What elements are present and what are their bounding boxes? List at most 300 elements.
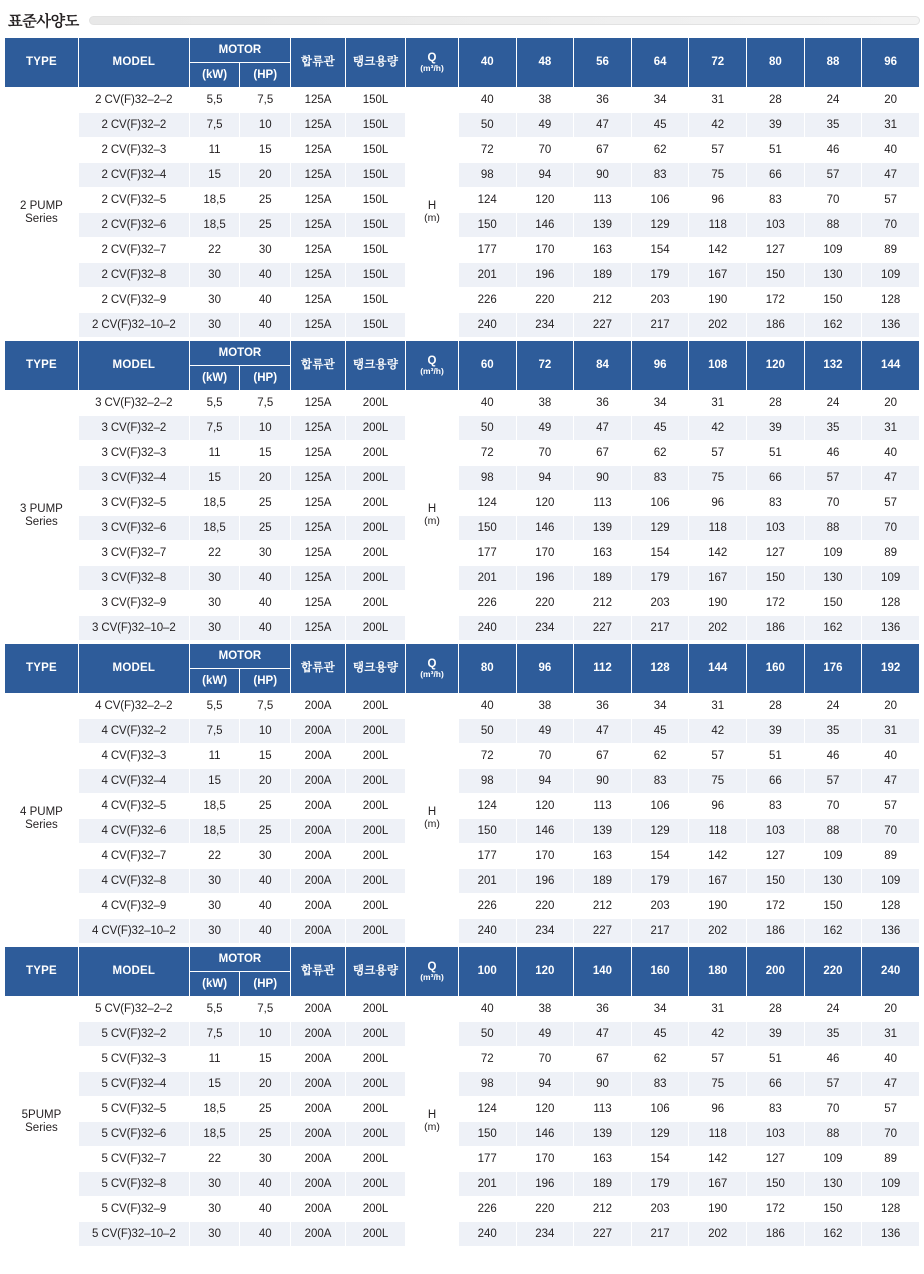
- head-value-cell: 150: [804, 894, 862, 919]
- head-value-cell: 49: [516, 416, 574, 441]
- pipe-cell: 125A: [291, 138, 346, 163]
- head-value-cell: 120: [516, 794, 574, 819]
- table-header-row: [5, 341, 920, 366]
- model-cell: 2 CV(F)32–4: [78, 163, 189, 188]
- motor-kw-cell: 30: [189, 1197, 240, 1222]
- table-row: [5, 819, 920, 844]
- spec-block: [0, 37, 924, 338]
- head-value-cell: 24: [804, 997, 862, 1022]
- flow-symbol: Q: [427, 51, 437, 64]
- table-row: [5, 744, 920, 769]
- column-header-type: TYPE: [5, 341, 79, 391]
- flow-value-header: 84: [574, 341, 632, 391]
- head-value-cell: 179: [631, 869, 689, 894]
- head-value-cell: 227: [574, 313, 632, 338]
- tank-cell: 200L: [345, 1047, 405, 1072]
- pipe-cell: 125A: [291, 163, 346, 188]
- column-header-tank: 탱크용량: [345, 341, 405, 391]
- head-value-cell: 150: [747, 1172, 805, 1197]
- pipe-cell: 200A: [291, 794, 346, 819]
- head-value-cell: 226: [458, 591, 516, 616]
- model-cell: 4 CV(F)32–2–2: [78, 694, 189, 719]
- head-value-cell: 217: [631, 1222, 689, 1247]
- head-value-cell: 120: [516, 188, 574, 213]
- table-row: [5, 566, 920, 591]
- head-value-cell: 202: [689, 1222, 747, 1247]
- head-value-cell: 113: [574, 491, 632, 516]
- head-value-cell: 212: [574, 1197, 632, 1222]
- pump-series-line2: Series: [25, 515, 58, 528]
- head-value-cell: 201: [458, 566, 516, 591]
- head-unit: (m): [424, 818, 440, 831]
- head-value-cell: 150: [804, 1197, 862, 1222]
- pipe-cell: 200A: [291, 997, 346, 1022]
- motor-hp-cell: 40: [240, 1197, 291, 1222]
- head-value-cell: 136: [862, 1222, 920, 1247]
- head-value-cell: 42: [689, 113, 747, 138]
- table-row: [5, 1097, 920, 1122]
- tank-cell: 200L: [345, 491, 405, 516]
- head-value-cell: 201: [458, 1172, 516, 1197]
- head-value-cell: 212: [574, 591, 632, 616]
- head-value-cell: 40: [862, 1047, 920, 1072]
- motor-hp-cell: 10: [240, 113, 291, 138]
- model-cell: 4 CV(F)32–7: [78, 844, 189, 869]
- head-value-cell: 90: [574, 1072, 632, 1097]
- head-value-cell: 89: [862, 238, 920, 263]
- head-value-cell: 142: [689, 541, 747, 566]
- head-value-cell: 127: [747, 541, 805, 566]
- head-value-cell: 34: [631, 694, 689, 719]
- head-value-cell: 202: [689, 919, 747, 944]
- model-cell: 4 CV(F)32–8: [78, 869, 189, 894]
- spec-table: [4, 37, 920, 338]
- motor-hp-cell: 40: [240, 566, 291, 591]
- head-value-cell: 34: [631, 391, 689, 416]
- column-header-motor: MOTOR: [189, 644, 290, 669]
- model-cell: 5 CV(F)32–6: [78, 1122, 189, 1147]
- head-symbol: H: [427, 806, 437, 819]
- head-value-cell: 186: [747, 919, 805, 944]
- model-cell: 2 CV(F)32–2: [78, 113, 189, 138]
- head-symbol: H: [427, 503, 437, 516]
- head-value-cell: 57: [804, 466, 862, 491]
- head-value-cell: 96: [689, 794, 747, 819]
- model-cell: 5 CV(F)32–7: [78, 1147, 189, 1172]
- head-value-cell: 75: [689, 769, 747, 794]
- motor-hp-cell: 25: [240, 491, 291, 516]
- head-value-cell: 90: [574, 769, 632, 794]
- head-value-cell: 83: [631, 466, 689, 491]
- head-value-cell: 67: [574, 744, 632, 769]
- head-value-cell: 170: [516, 1147, 574, 1172]
- tank-cell: 200L: [345, 1172, 405, 1197]
- flow-unit: (m³/h): [420, 63, 444, 74]
- head-value-cell: 47: [862, 769, 920, 794]
- head-value-cell: 109: [804, 844, 862, 869]
- head-value-cell: 154: [631, 844, 689, 869]
- motor-hp-cell: 10: [240, 719, 291, 744]
- flow-value-header: 120: [516, 947, 574, 997]
- head-value-cell: 62: [631, 1047, 689, 1072]
- table-row: [5, 138, 920, 163]
- head-unit: (m): [424, 515, 440, 528]
- head-value-cell: 190: [689, 288, 747, 313]
- table-row: [5, 1072, 920, 1097]
- head-value-cell: 136: [862, 313, 920, 338]
- head-unit: (m): [424, 212, 440, 225]
- pipe-cell: 200A: [291, 1222, 346, 1247]
- table-row: [5, 869, 920, 894]
- table-row: [5, 1172, 920, 1197]
- motor-kw-cell: 30: [189, 869, 240, 894]
- head-value-cell: 109: [804, 1147, 862, 1172]
- head-value-cell: 36: [574, 88, 632, 113]
- motor-kw-cell: 30: [189, 566, 240, 591]
- head-value-cell: 203: [631, 288, 689, 313]
- tank-cell: 200L: [345, 1097, 405, 1122]
- motor-kw-cell: 18,5: [189, 794, 240, 819]
- head-value-cell: 130: [804, 566, 862, 591]
- flow-value-header: 144: [689, 644, 747, 694]
- head-value-cell: 226: [458, 894, 516, 919]
- head-value-cell: 136: [862, 919, 920, 944]
- flow-value-header: 140: [574, 947, 632, 997]
- head-value-cell: 70: [804, 1097, 862, 1122]
- head-value-cell: 31: [689, 694, 747, 719]
- flow-value-header: 112: [574, 644, 632, 694]
- head-value-cell: 177: [458, 541, 516, 566]
- title-decor-bar: [89, 16, 920, 25]
- column-header-flow: [406, 38, 459, 88]
- head-value-cell: 150: [747, 869, 805, 894]
- head-value-cell: 142: [689, 844, 747, 869]
- head-value-cell: 83: [747, 1097, 805, 1122]
- motor-kw-cell: 18,5: [189, 491, 240, 516]
- head-value-cell: 45: [631, 1022, 689, 1047]
- flow-value-header: 80: [747, 38, 805, 88]
- head-value-cell: 220: [516, 288, 574, 313]
- tank-cell: 200L: [345, 466, 405, 491]
- column-header-hp: (HP): [240, 669, 291, 694]
- motor-kw-cell: 18,5: [189, 1122, 240, 1147]
- head-value-cell: 94: [516, 466, 574, 491]
- head-value-cell: 57: [804, 1072, 862, 1097]
- head-value-cell: 47: [862, 466, 920, 491]
- model-cell: 3 CV(F)32–2: [78, 416, 189, 441]
- tank-cell: 200L: [345, 844, 405, 869]
- flow-value-header: 80: [458, 644, 516, 694]
- column-header-motor: MOTOR: [189, 341, 290, 366]
- motor-hp-cell: 20: [240, 1072, 291, 1097]
- head-value-cell: 28: [747, 88, 805, 113]
- head-value-cell: 46: [804, 1047, 862, 1072]
- head-value-cell: 170: [516, 844, 574, 869]
- model-cell: 4 CV(F)32–4: [78, 769, 189, 794]
- head-unit-cell: [406, 88, 459, 338]
- head-value-cell: 67: [574, 441, 632, 466]
- tank-cell: 200L: [345, 416, 405, 441]
- motor-hp-cell: 10: [240, 1022, 291, 1047]
- head-value-cell: 66: [747, 1072, 805, 1097]
- head-value-cell: 196: [516, 566, 574, 591]
- head-value-cell: 24: [804, 88, 862, 113]
- pipe-cell: 125A: [291, 516, 346, 541]
- model-cell: 2 CV(F)32–6: [78, 213, 189, 238]
- head-value-cell: 179: [631, 1172, 689, 1197]
- motor-hp-cell: 25: [240, 794, 291, 819]
- tank-cell: 150L: [345, 88, 405, 113]
- column-header-pipe: 합류관: [291, 947, 346, 997]
- head-value-cell: 66: [747, 163, 805, 188]
- flow-value-header: 96: [516, 644, 574, 694]
- head-value-cell: 28: [747, 694, 805, 719]
- head-value-cell: 142: [689, 238, 747, 263]
- head-value-cell: 120: [516, 1097, 574, 1122]
- table-row: [5, 1197, 920, 1222]
- head-value-cell: 189: [574, 566, 632, 591]
- head-value-cell: 128: [862, 894, 920, 919]
- flow-value-header: 160: [747, 644, 805, 694]
- tank-cell: 150L: [345, 313, 405, 338]
- head-value-cell: 57: [862, 1097, 920, 1122]
- head-value-cell: 35: [804, 1022, 862, 1047]
- model-cell: 2 CV(F)32–10–2: [78, 313, 189, 338]
- table-row: [5, 1222, 920, 1247]
- head-value-cell: 113: [574, 794, 632, 819]
- head-value-cell: 154: [631, 238, 689, 263]
- pipe-cell: 125A: [291, 566, 346, 591]
- flow-value-header: 96: [862, 38, 920, 88]
- head-value-cell: 103: [747, 819, 805, 844]
- column-header-hp: (HP): [240, 63, 291, 88]
- motor-hp-cell: 40: [240, 288, 291, 313]
- motor-hp-cell: 7,5: [240, 88, 291, 113]
- model-cell: 5 CV(F)32–2: [78, 1022, 189, 1047]
- head-value-cell: 88: [804, 819, 862, 844]
- pump-series-line2: Series: [25, 1121, 58, 1134]
- pipe-cell: 200A: [291, 1197, 346, 1222]
- model-cell: 3 CV(F)32–5: [78, 491, 189, 516]
- head-value-cell: 35: [804, 719, 862, 744]
- model-cell: 4 CV(F)32–6: [78, 819, 189, 844]
- flow-value-header: 200: [747, 947, 805, 997]
- head-value-cell: 38: [516, 88, 574, 113]
- head-value-cell: 103: [747, 213, 805, 238]
- motor-hp-cell: 7,5: [240, 391, 291, 416]
- head-value-cell: 127: [747, 238, 805, 263]
- motor-kw-cell: 18,5: [189, 1097, 240, 1122]
- table-row: [5, 694, 920, 719]
- head-value-cell: 98: [458, 163, 516, 188]
- motor-hp-cell: 30: [240, 238, 291, 263]
- motor-kw-cell: 7,5: [189, 1022, 240, 1047]
- head-value-cell: 129: [631, 213, 689, 238]
- pipe-cell: 125A: [291, 441, 346, 466]
- pipe-cell: 200A: [291, 1022, 346, 1047]
- head-value-cell: 90: [574, 163, 632, 188]
- pipe-cell: 125A: [291, 466, 346, 491]
- model-cell: 2 CV(F)32–8: [78, 263, 189, 288]
- head-value-cell: 146: [516, 819, 574, 844]
- page-title-row: [0, 0, 924, 37]
- tank-cell: 150L: [345, 138, 405, 163]
- table-row: [5, 88, 920, 113]
- head-value-cell: 109: [862, 566, 920, 591]
- motor-hp-cell: 25: [240, 516, 291, 541]
- pipe-cell: 125A: [291, 188, 346, 213]
- head-value-cell: 96: [689, 1097, 747, 1122]
- head-value-cell: 186: [747, 616, 805, 641]
- head-value-cell: 47: [574, 1022, 632, 1047]
- head-value-cell: 227: [574, 919, 632, 944]
- head-value-cell: 129: [631, 516, 689, 541]
- column-header-tank: 탱크용량: [345, 644, 405, 694]
- motor-kw-cell: 22: [189, 541, 240, 566]
- motor-hp-cell: 7,5: [240, 694, 291, 719]
- flow-value-header: 60: [458, 341, 516, 391]
- motor-hp-cell: 30: [240, 541, 291, 566]
- head-value-cell: 57: [689, 441, 747, 466]
- tank-cell: 200L: [345, 1197, 405, 1222]
- motor-kw-cell: 5,5: [189, 391, 240, 416]
- model-cell: 2 CV(F)32–2–2: [78, 88, 189, 113]
- flow-value-header: 64: [631, 38, 689, 88]
- head-value-cell: 83: [631, 1072, 689, 1097]
- pipe-cell: 125A: [291, 491, 346, 516]
- tank-cell: 200L: [345, 694, 405, 719]
- pump-series-line1: 2 PUMP: [20, 199, 63, 212]
- table-row: [5, 1147, 920, 1172]
- head-value-cell: 88: [804, 516, 862, 541]
- model-cell: 3 CV(F)32–9: [78, 591, 189, 616]
- tank-cell: 200L: [345, 997, 405, 1022]
- head-value-cell: 94: [516, 1072, 574, 1097]
- flow-value-header: 192: [862, 644, 920, 694]
- head-value-cell: 70: [862, 1122, 920, 1147]
- motor-hp-cell: 25: [240, 1122, 291, 1147]
- head-value-cell: 113: [574, 1097, 632, 1122]
- head-value-cell: 220: [516, 591, 574, 616]
- head-value-cell: 40: [458, 997, 516, 1022]
- motor-kw-cell: 30: [189, 1172, 240, 1197]
- head-value-cell: 189: [574, 1172, 632, 1197]
- head-value-cell: 163: [574, 238, 632, 263]
- head-value-cell: 31: [689, 997, 747, 1022]
- flow-unit: (m³/h): [420, 972, 444, 983]
- column-header-pipe: 합류관: [291, 38, 346, 88]
- model-cell: 2 CV(F)32–5: [78, 188, 189, 213]
- head-value-cell: 31: [862, 113, 920, 138]
- flow-value-header: 48: [516, 38, 574, 88]
- motor-kw-cell: 30: [189, 616, 240, 641]
- column-header-motor: MOTOR: [189, 947, 290, 972]
- head-symbol: H: [427, 1109, 437, 1122]
- motor-hp-cell: 25: [240, 213, 291, 238]
- pump-series-line2: Series: [25, 818, 58, 831]
- head-value-cell: 109: [804, 541, 862, 566]
- pipe-cell: 125A: [291, 113, 346, 138]
- model-cell: 4 CV(F)32–3: [78, 744, 189, 769]
- head-value-cell: 186: [747, 1222, 805, 1247]
- head-value-cell: 106: [631, 1097, 689, 1122]
- column-header-kw: (kW): [189, 972, 240, 997]
- pipe-cell: 200A: [291, 744, 346, 769]
- table-row: [5, 719, 920, 744]
- head-value-cell: 113: [574, 188, 632, 213]
- motor-kw-cell: 15: [189, 466, 240, 491]
- head-value-cell: 150: [458, 516, 516, 541]
- head-value-cell: 217: [631, 616, 689, 641]
- head-value-cell: 57: [862, 188, 920, 213]
- head-value-cell: 57: [689, 138, 747, 163]
- spec-block: [0, 946, 924, 1247]
- pipe-cell: 125A: [291, 288, 346, 313]
- motor-hp-cell: 40: [240, 919, 291, 944]
- head-value-cell: 45: [631, 719, 689, 744]
- model-cell: 5 CV(F)32–9: [78, 1197, 189, 1222]
- model-cell: 3 CV(F)32–10–2: [78, 616, 189, 641]
- pump-series-label: [5, 694, 79, 944]
- table-row: [5, 163, 920, 188]
- head-value-cell: 90: [574, 466, 632, 491]
- motor-kw-cell: 18,5: [189, 213, 240, 238]
- head-unit-cell: [406, 391, 459, 641]
- head-value-cell: 124: [458, 794, 516, 819]
- motor-kw-cell: 30: [189, 591, 240, 616]
- head-value-cell: 202: [689, 313, 747, 338]
- head-value-cell: 49: [516, 113, 574, 138]
- head-value-cell: 50: [458, 113, 516, 138]
- tank-cell: 200L: [345, 769, 405, 794]
- tank-cell: 150L: [345, 288, 405, 313]
- head-value-cell: 203: [631, 894, 689, 919]
- pipe-cell: 200A: [291, 719, 346, 744]
- column-header-model: MODEL: [78, 38, 189, 88]
- motor-kw-cell: 30: [189, 313, 240, 338]
- motor-kw-cell: 11: [189, 744, 240, 769]
- pump-series-line1: 3 PUMP: [20, 502, 63, 515]
- motor-hp-cell: 15: [240, 138, 291, 163]
- head-value-cell: 83: [631, 769, 689, 794]
- head-value-cell: 70: [516, 441, 574, 466]
- model-cell: 3 CV(F)32–2–2: [78, 391, 189, 416]
- head-value-cell: 24: [804, 391, 862, 416]
- head-value-cell: 130: [804, 263, 862, 288]
- head-value-cell: 20: [862, 694, 920, 719]
- flow-value-header: 240: [862, 947, 920, 997]
- head-value-cell: 96: [689, 188, 747, 213]
- head-value-cell: 96: [689, 491, 747, 516]
- spec-blocks-container: [0, 37, 924, 1247]
- model-cell: 2 CV(F)32–7: [78, 238, 189, 263]
- column-header-hp: (HP): [240, 972, 291, 997]
- pipe-cell: 200A: [291, 844, 346, 869]
- head-value-cell: 47: [862, 163, 920, 188]
- pipe-cell: 200A: [291, 1097, 346, 1122]
- model-cell: 2 CV(F)32–3: [78, 138, 189, 163]
- tank-cell: 200L: [345, 391, 405, 416]
- tank-cell: 200L: [345, 616, 405, 641]
- motor-hp-cell: 15: [240, 1047, 291, 1072]
- motor-kw-cell: 30: [189, 263, 240, 288]
- head-value-cell: 42: [689, 1022, 747, 1047]
- head-value-cell: 227: [574, 1222, 632, 1247]
- head-value-cell: 89: [862, 541, 920, 566]
- head-value-cell: 150: [804, 288, 862, 313]
- head-value-cell: 227: [574, 616, 632, 641]
- head-value-cell: 20: [862, 391, 920, 416]
